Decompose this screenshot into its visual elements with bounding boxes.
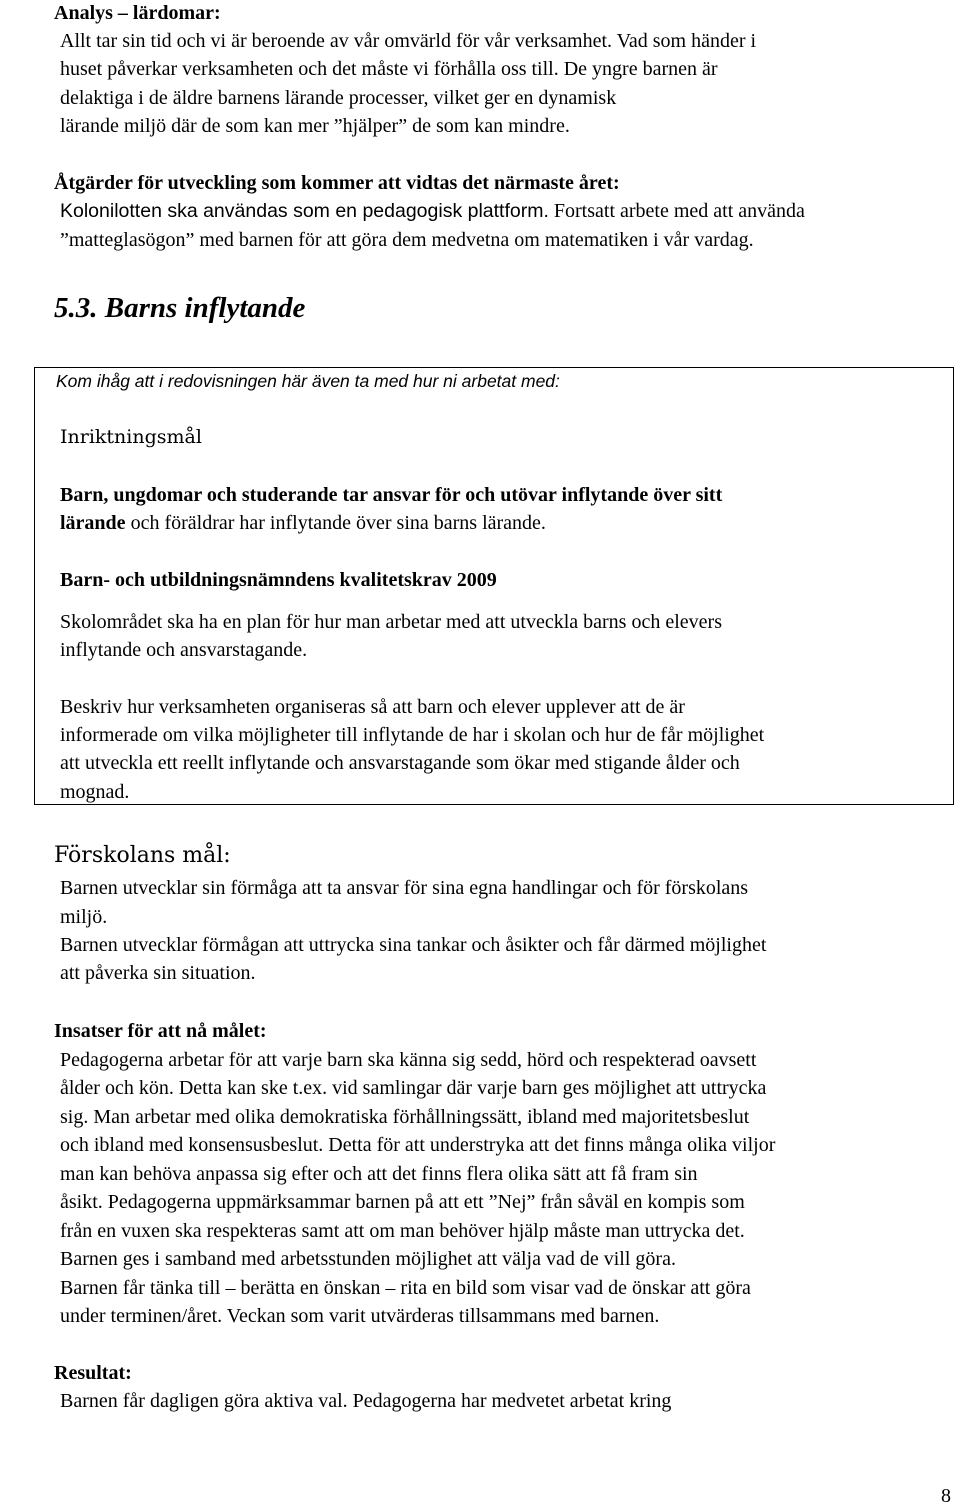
section-title: Barns inflytande [104,292,306,324]
forskolans-mal-heading: Förskolans mål: [54,843,231,868]
atgarder-line: ”matteglasögon” med barnen för att göra dem medvetna om matematiken i vår vardag. [60,229,754,251]
analys-line: lärande miljö där de som kan mer ”hjälper” de som kan mindre. [60,115,570,137]
insatser-heading: Insatser för att nå målet: [54,1020,267,1042]
insatser-line: och ibland med konsensusbeslut. Detta för att understryka att det finns många olika viljor [60,1134,776,1156]
mal-line: Barnen utvecklar förmågan att uttrycka sina tankar och åsikter och får därmed möjlighet [60,934,767,956]
mal-line: Barnen utvecklar sin förmåga att ta ansvar för sina egna handlingar och för förskolans [60,877,749,899]
section-heading [54,292,305,325]
atgarder-line [60,197,805,225]
kvalitetskrav-line: Skolområdet ska ha en plan för hur man arbetar med att utveckla barns och elevers [60,611,722,633]
page-number: 8 [941,1485,951,1507]
atgarder-heading: Åtgärder för utveckling som kommer att vidtas det närmaste året: [54,172,620,194]
atgarder-line-serif: Fortsatt arbete med att använda [548,200,805,222]
analys-line: delaktiga i de äldre barnens lärande processer, vilket ger en dynamisk [60,87,617,109]
insatser-line: sig. Man arbetar med olika demokratiska förhållningssätt, ibland med majoritetsbeslut [60,1106,750,1128]
guidance-intro: Kom ihåg att i redovisningen här även ta med hur ni arbetat med: [56,371,560,391]
beskriv-line: mognad. [60,781,130,803]
analys-heading: Analys – lärdomar: [54,2,221,24]
insatser-line: man kan behöva anpassa sig efter och att det finns flera olika sätt att få fram sin [60,1163,698,1185]
inriktningsmal-goal: Barn, ungdomar och studerande tar ansvar för och utövar inflytande över sitt [60,484,723,506]
insatser-line: ålder och kön. Detta kan ske t.ex. vid samlingar där varje barn ges möjlighet att uttrycka [60,1077,767,1099]
resultat-heading: Resultat: [54,1362,132,1384]
insatser-line: Pedagogerna arbetar för att varje barn ska känna sig sedd, hörd och respekterad oavsett [60,1049,757,1071]
goal-rest: och föräldrar har inflytande över sina barns lärande. [125,512,546,534]
kvalitetskrav-heading: Barn- och utbildningsnämndens kvalitetskrav 2009 [60,569,497,591]
resultat-line: Barnen får dagligen göra aktiva val. Pedagogerna har medvetet arbetat kring [60,1390,672,1412]
goal-bold-part: lärande [60,512,126,534]
insatser-line: under terminen/året. Veckan som varit utvärderas tillsammans med barnen. [60,1305,660,1327]
section-number: 5.3. [54,292,98,324]
beskriv-line: Beskriv hur verksamheten organiseras så att barn och elever upplever att de är [60,696,685,718]
inriktningsmal-label: Inriktningsmål [60,426,202,448]
kvalitetskrav-line: inflytande och ansvarstagande. [60,639,308,661]
analys-line: huset påverkar verksamheten och det måste vi förhålla oss till. De yngre barnen är [60,58,718,80]
insatser-line: Barnen får tänka till – berätta en önskan – rita en bild som visar vad de önskar att göra [60,1277,751,1299]
inriktningsmal-goal [60,509,546,537]
atgarder-line-sans: Kolonilotten ska användas som en pedagogisk plattform. [60,200,549,222]
mal-line: att påverka sin situation. [60,962,256,984]
analys-line: Allt tar sin tid och vi är beroende av vår omvärld för vår verksamhet. Vad som händer i [60,30,757,52]
mal-line: miljö. [60,906,108,928]
beskriv-line: att utveckla ett reellt inflytande och ansvarstagande som ökar med stigande ålder och [60,752,740,774]
insatser-line: åsikt. Pedagogerna uppmärksammar barnen på att ett ”Nej” från såväl en kompis som [60,1191,745,1213]
beskriv-line: informerade om vilka möjligheter till inflytande de har i skolan och hur de får möjlighet [60,724,765,746]
insatser-line: från en vuxen ska respekteras samt att om man behöver hjälp måste man uttrycka det. [60,1220,745,1242]
insatser-line: Barnen ges i samband med arbetsstunden möjlighet att välja vad de vill göra. [60,1248,676,1270]
